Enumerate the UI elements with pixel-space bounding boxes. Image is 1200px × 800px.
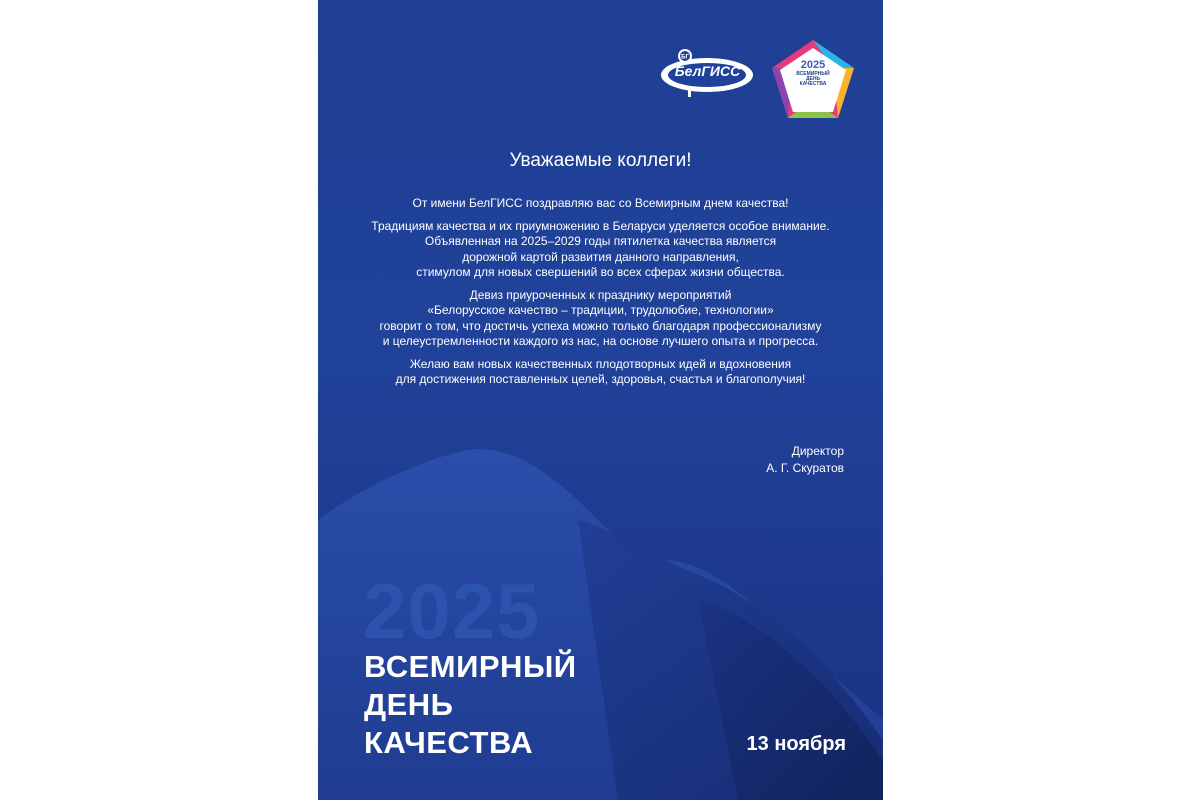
svg-text:БГ: БГ [681,54,689,61]
letter-body [318,196,883,395]
letter-paragraph: Девиз приуроченных к празднику мероприятий «Белорусское качество – традиции, трудолюбие, технологии» говорит о том, что достичь успеха можно только благодаря профессионализму и целеустремленности каждого из нас, на основе лучшего опыта и прогресса. [379,287,822,348]
event-title-line-2: ДЕНЬ [364,687,454,722]
event-title-line-1: ВСЕМИРНЫЙ [364,649,577,684]
badge-line-1: ВСЕМИРНЫЙ [796,70,830,77]
signature-title: Директор [791,444,844,458]
event-year: 2025 [363,567,541,655]
badge-year: 2025 [800,59,826,71]
signature-name: А. Г. Скуратов [766,461,844,475]
greeting-card [318,0,883,800]
signature-block [744,443,844,477]
event-date: 13 ноября [746,733,846,755]
belgiss-logo-text: БелГИСС [674,63,741,79]
event-title [364,648,577,762]
world-quality-day-badge [770,38,856,120]
event-title-line-3: КАЧЕСТВА [364,725,534,760]
letter-paragraph: Традициям качества и их приумножению в Беларуси уделяется особое внимание. Объявленная на 2025–2029 годы пятилетка качества является дорожной картой развития данного направления, стимулом для новых свершений во всех сферах жизни общества. [371,218,830,279]
greeting-heading: Уважаемые коллеги! [509,150,692,171]
badge-line-3: КАЧЕСТВА [799,81,827,88]
letter-paragraph: От имени БелГИСС поздравляю вас со Всемирным днем качества! [412,196,789,210]
badge-line-2: ДЕНЬ [805,75,821,82]
letter-paragraph: Желаю вам новых качественных плодотворных идей и вдохновения для достижения поставленных целей, здоровья, счастья и благополучия! [395,356,806,386]
